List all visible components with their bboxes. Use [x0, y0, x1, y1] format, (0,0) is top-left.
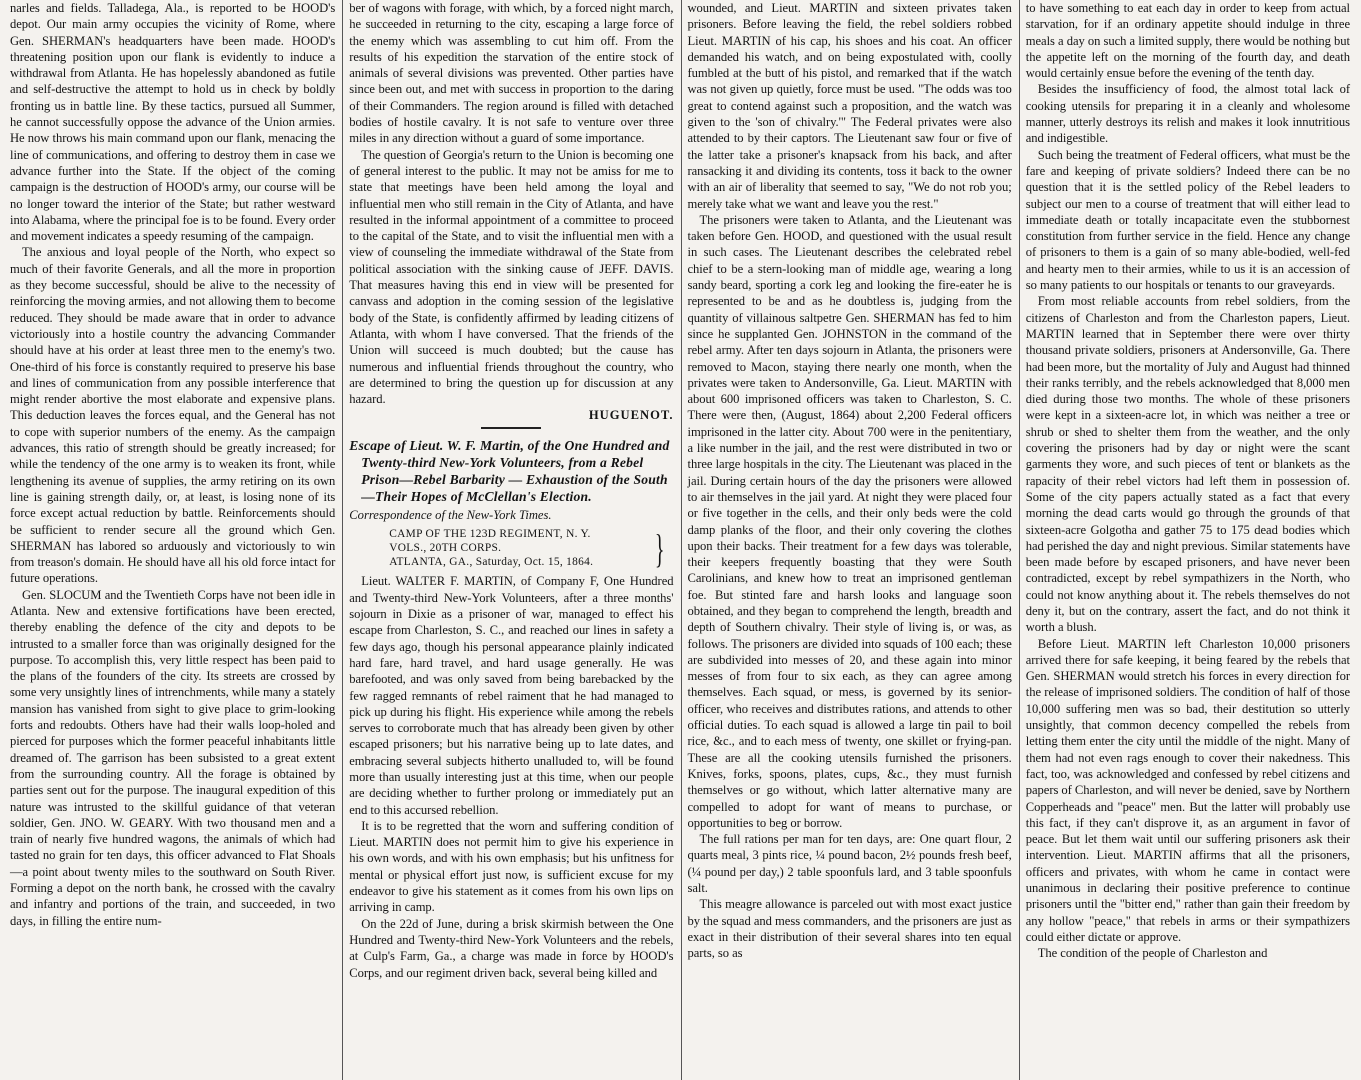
column-4 — [1019, 0, 1357, 1080]
paragraph: Lieut. WALTER F. MARTIN, of Company F, One Hundred and Twenty-third New-York Volunteers, after a three months' sojourn in Dixie as a prisoner of war, managed to effect his escape from Charleston, S. C., and reached our lines in safety a few days ago, though his personal appearance plainly indicated hard fare, hard travel, and hard usage generally. He was barefooted, and was only saved from being barebacked by the few ragged remnants of rebel raiment that he had managed to pick up during his flight. His experience while among the rebels serves to corroborate much that has already been given by other escaped prisoners; but his narrative being up to late dates, and embracing several subjects hitherto unalluded to, will be found more than usually interesting just at this time, when our people are deciding whether to further prolong or immediately put an end to this accursed rebellion. — [349, 574, 674, 817]
column-3 — [681, 0, 1019, 1080]
dateline-line: ATLANTA, GA., Saturday, Oct. 15, 1864. — [389, 556, 594, 569]
paragraph: The prisoners were taken to Atlanta, and the Lieutenant was taken before Gen. HOOD, and questioned with the usual result in such cases. The Lieutenant describes the celebrated rebel chief to be a stern-looking man of middle age, wearing a long sandy beard, sporting a cork leg and looking the fire-eater he is represented to be and as he doubtless is, judging from the quantity of villainous saltpetre Gen. SHERMAN has fed to him since he supplanted Gen. JOHNSTON in the command of the rebel army. After ten days sojourn in Atlanta, the prisoners were removed to Macon, staying there nearly one month, when the privates were taken to Andersonville, Ga. Lieut. MARTIN with about 600 imprisoned officers was taken to Charleston, S. C. There were then, (August, 1864) about 2,200 Federal officers imprisoned in the latter city. About 700 were in the penitentiary, a like number in the jail, and the rest were distributed in two or three large hospitals in the city. The Lieutenant was placed in the jail. During certain hours of the day the prisoners were allowed to air themselves in the jail yard. At night they were placed four or five together in the cells, and their only beds were the cold damp planks of the floor, and their only covering the clothes upon their backs. Their treatment for a few days was tolerable, their keepers frequently boasting that they were South Carolinians, and knew how to treat an imprisoned gentleman foe. But stinted fare and harsh looks and language soon obtained, and they began to comprehend the length, breadth and depth of Southern chivalry. Their style of living is, or was, as follows. The prisoners are divided into squads of 100 each; these are subdivided into messes of 20, and these again into minor messes of from four to six each, as they can agree among themselves. Each squad, or mess, is governed by its senior-officer, who receives and distributes rations, and attends to other official duties. To each squad is allowed a large tin pail to boil rice, &c., and to each mess of twenty, one skillet or frying-pan. These are all the cooking utensils furnished the prisoners. Knives, forks, spoons, plates, cups, &c., they must furnish themselves or go without, which latter alternative many are compelled to adopt for want of means to purchase, or opportunities to beg or borrow. — [687, 212, 1012, 830]
article-headline: Escape of Lieut. W. F. Martin, of the One Hundred and Twenty-third New-York Volunteers, from a Rebel Prison—Rebel Barbarity — Exhaustion of the South—Their Hopes of McClellan's Election. — [349, 438, 670, 505]
column-1 — [4, 0, 342, 1080]
paragraph: The condition of the people of Charleston and — [1037, 946, 1268, 961]
paragraph: From most reliable accounts from rebel soldiers, from the citizens of Charleston and from the Charleston papers, Lieut. MARTIN learned that in September there were over thirty thousand private soldiers, prisoners at Andersonville, Ga. There had been more, but the mortality of July and August had thinned their ranks terribly, and the rebels acknowledged that 8,000 men died during those two months. The whole of these prisoners were kept in a sixteen-acre lot, in which was neither a tree or shrub or shed to shelter them from the weather, and the only covering the prisoners had by day or night were the scant garments they wore, and such pieces of tent or blankets as the rapacity of their rebel victors had left them in possession of. Some of the city papers actually stated as a fact that every morning the dead carts would go through the grounds of that sixteen-acre Golgotha and gather 75 to 175 dead bodies which had perished the day and night previous. Similar statements have been made before by escaped prisoners, and have never been contradicted, except by rebel sympathizers in the North, who could not know anything about it. The rebels themselves do not deny it, but on the contrary, assert the fact, and do not think it worth a blush. — [1025, 294, 1350, 635]
article-signature: HUGUENOT. — [588, 408, 674, 423]
column-2 — [342, 0, 680, 1080]
paragraph: It is to be regretted that the worn and suffering condition of Lieut. MARTIN does not permit him to give his experience in his own words, and with his own emphasis; but his unfitness for mental or physical effort just now, is sufficient excuse for my endeavor to give his statement as it comes from his own lips on arriving in camp. — [349, 818, 674, 915]
paragraph: narles and fields. Talladega, Ala., is reported to be HOOD's depot. Our main army occupies the vicinity of Rome, where Gen. SHERMAN's headquarters have been made. HOOD's threatening position upon our flank is evidently to induce a withdrawal from Atlanta. He has hopelessly abandoned as futile and self-destructive the attempt to hold us in check by boldly fronting us in battle line. By these tactics, pursued all Summer, he cannot successfully oppose the advance of the Union armies. He now throws his main command upon our flank, menacing the line of communications, and offering to destroy them in case we advance further into the State. If the object of the coming campaign is the destruction of HOOD's army, our course will be no longer toward the interior of the State; but rather westward into Alabama, where the principal foe is to be found. Every order and movement indicates a speedy resuming of the campaign. — [10, 1, 336, 244]
paragraph: Before Lieut. MARTIN left Charleston 10,000 prisoners arrived there for safe keeping, it being feared by the rebels that Gen. SHERMAN would stretch his forces in every direction for the release of imprisoned soldiers. The condition of half of those 10,000 suffering men was so bad, their destitution so utterly unsightly, that common decency compelled the rebels from letting them enter the city until the middle of the night. Many of them had not even rags enough to cover their nakedness. This fact, too, was acknowledged and confessed by rebel citizens and papers of Charleston, and will never be denied, save by Northern Copperheads and "peace" men. But the latter will probably use this fact, if they can't disprove it, as an argument in favor of peace. But let them wait until our suffering prisoners ask their intervention. Lieut. MARTIN affirms that all the prisoners, officers and privates, with whom he came in contact were unanimous in declaring their positive preference to continue prisoners until the "bitter end," rather than gain their freedom by any hollow "peace," that rebels in arms or their sympathizers could either dictate or approve. — [1025, 636, 1350, 944]
article-divider — [481, 427, 541, 429]
paragraph: This meagre allowance is parceled out with most exact justice by the squad and mess commanders, and the prisoners are just as exact in their distribution of their several shares into ten equal parts, so as — [687, 897, 1012, 961]
paragraph: Besides the insufficiency of food, the almost total lack of cooking utensils for preparing it in a cleanly and wholesome manner, utterly destroys its relish and makes it look innutritious and indigestible. — [1025, 82, 1350, 146]
paragraph: ber of wagons with forage, with which, by a forced night march, he succeeded in returning to the city, escaping a large force of the enemy which was assembling to cut him off. From the results of his expedition the starvation of the entire stock of animals of several divisions was prevented. Other parties have since been out, and met with success in proportion to the daring of their Commanders. The region around is filled with detached bodies of hostile cavalry. It is not safe to venture over three miles in any direction without a guard of some importance. — [349, 1, 674, 146]
article-dateline — [389, 526, 673, 572]
paragraph: Such being the treatment of Federal officers, what must be the fare and keeping of private soldiers? Indeed there can be no question that it is the settled policy of the Rebel leaders to subject our men to a course of treatment that will either lead to immediate death or totally incapacitate even the stubbornest constitution from further service in the field. Hence any change of prisoners to them is a gain of so many able-bodied, well-fed and hearty men to their armies, while to us it is an accession of so many patients to our hospitals or tenants to our graveyards. — [1025, 147, 1350, 293]
dateline-line: CAMP OF THE 123D REGIMENT, N. Y. — [389, 528, 591, 541]
paragraph: to have something to eat each day in order to keep from actual starvation, for if an ordinary appetite should indulge in three meals a day on such a limited supply, there would be nothing but the appetite left on the morning of the fourth day, and death would certainly ensue before the evening of the tenth day. — [1025, 1, 1350, 81]
paragraph: The anxious and loyal people of the North, who expect so much of their favorite Generals, and all the more in proportion as they become successful, should be alive to the necessity of reinforcing the moving armies, and not allowing them to become reduced. They should be made aware that in order to advance victoriously into a hostile country the advancing Commander should have at his order at least three men to the enemy's two. One-third of his force is constantly required to preserve his base and lines of communication from any possible interference that might render abortive the most elaborate and expensive plans. This deduction leaves the forces equal, and the General has not to cope with superior numbers of the enemy. As the campaign advances, this ratio of strength should be greatly increased; for while the tendency of the one army is to weaken its front, while lengthening its avenue of supplies, the army retiring on its own line is gaining strength daily, or, at least, is losing none of its force except actual reduction by battle. Reinforcements should be sufficient to render secure all the ground which Gen. SHERMAN has labored so arduously and victoriously to win from treason's domain. He should have all his old force intact for future operations. — [10, 245, 336, 586]
article-byline: Correspondence of the New-York Times. — [349, 508, 552, 523]
brace-glyph: } — [654, 526, 665, 572]
dateline-line: VOLS., 20TH CORPS. — [389, 542, 502, 555]
paragraph: On the 22d of June, during a brisk skirmish between the One Hundred and Twenty-third New-York Volunteers and the rebels, at Culp's Farm, Ga., a charge was made in force by HOOD's Corps, and our regiment driven back, several being killed and — [349, 916, 674, 980]
paragraph: The full rations per man for ten days, are: One quart flour, 2 quarts meal, 3 pints rice, ¼ pound bacon, 2½ pounds fresh beef, (¼ pound per day,) 2 table spoonfuls lard, and 3 table spoonfuls salt. — [687, 832, 1012, 896]
paragraph: Gen. SLOCUM and the Twentieth Corps have not been idle in Atlanta. New and extensive fortifications have been erected, thereby enabling the defence of the city and depots to be intrusted to a smaller force than was originally designed for the purpose. To accomplish this, very little respect has been paid to the plans of the founders of the city. Its streets are crossed by some very unsightly lines of intrenchments, while many a stately mansion has vanished from sight to give place to grim-looking forts and redoubts. Others have had their walls loop-holed and pierced for purposes which the former peaceful inhabitants little dreamed of. The garrison has been subsisted to a great extent from the surrounding country. All the forage is obtained by parties sent out for the purpose. The inaugural expedition of this nature was intrusted to the skillful guidance of that veteran soldier, Gen. JNO. W. GEARY. With two thousand men and a train of nearly five hundred wagons, the animals of which had tasted no grain for ten days, this officer advanced to Flat Shoals—a point about twenty miles to the southward on South River. Forming a depot on the north bank, he crossed with the cavalry and infantry and portions of the train, and succeeded, in two days, in filling the entire num- — [10, 587, 336, 928]
paragraph: wounded, and Lieut. MARTIN and sixteen privates taken prisoners. Before leaving the field, the rebel soldiers robbed Lieut. MARTIN of his cap, his shoes and his coat. An officer demanded his watch, and on being expostulated with, coolly fumbled at the butt of his pistol, and remarked that if the watch was not given up quietly, force must be used. "The odds was too great to contend against such a proposition, and the watch was given to the 'son of chivalry.'" The Federal privates were also attended to by their captors. The Lieutenant saw four or five of the latter take a prisoner's knapsack from his back, and after ransacking it and dividing its contents, toss it back to the owner with an air of liberality that seemed to say, "We do not rob you; merely take what we want and leave you the rest." — [687, 1, 1012, 211]
paragraph: The question of Georgia's return to the Union is becoming one of general interest to the public. It may not be amiss for me to state that meetings have been held among the loyal and influential men who still remain in the City of Atlanta, and have resulted in the informal appointment of a committee to proceed to the capital of the State, and to visit the influential men with a view of counseling the immediate withdrawal of the State from political association with the sinking cause of JEFF. DAVIS. That measures having this end in view will be presented for canvass and adoption in the coming session of the legislative body of the State, is confidently affirmed by leading citizens of Atlanta, with whom I have conversed. That the friends of the Union will succeed is much doubted; but the cause has numerous and influential friends throughout the country, who are determined to bring the question up for discussion at any hazard. — [349, 147, 674, 407]
